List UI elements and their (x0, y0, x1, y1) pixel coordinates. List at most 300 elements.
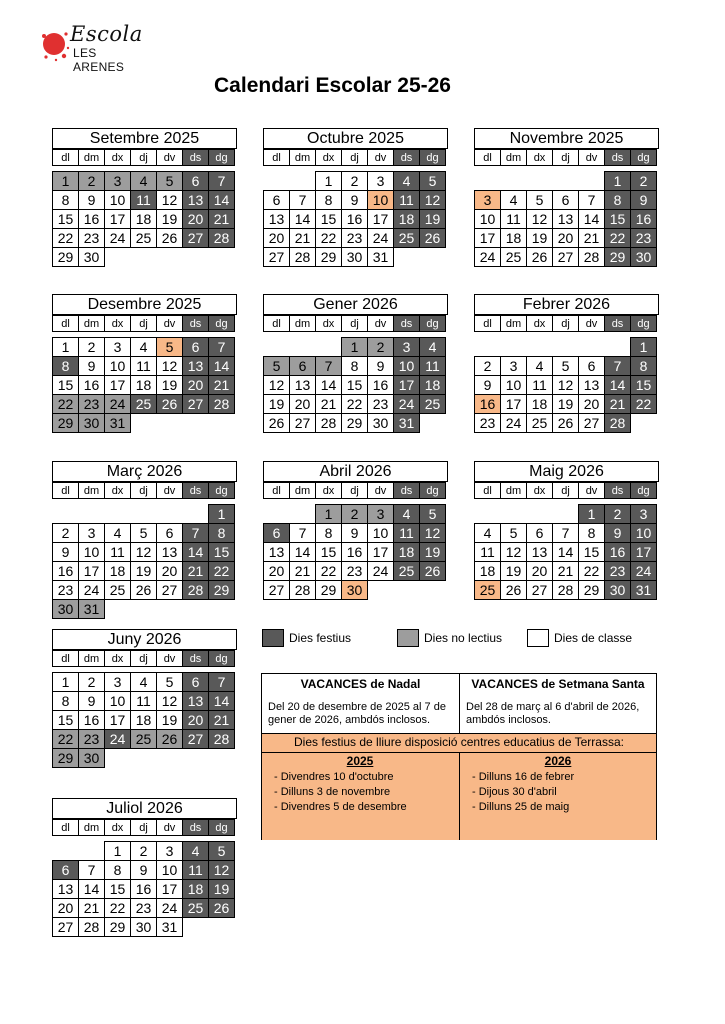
weekday-label: dl (474, 482, 501, 499)
weekday-label: dm (78, 819, 105, 836)
month-title: Juny 2026 (52, 629, 237, 650)
weekday-label: dj (130, 149, 157, 166)
weekday-label: dg (208, 482, 235, 499)
weekday-label: dl (52, 315, 79, 332)
day-cell: 17 (367, 542, 394, 562)
weekday-label: dl (263, 149, 290, 166)
empty-cell (156, 504, 183, 524)
day-cell: 17 (156, 879, 183, 899)
month-title: Setembre 2025 (52, 128, 237, 149)
weekday-label: dv (367, 482, 394, 499)
day-cell: 28 (208, 394, 235, 414)
day-cell: 23 (474, 413, 501, 433)
day-cell: 4 (130, 171, 157, 191)
day-cell: 25 (500, 247, 527, 267)
list-item: - Dilluns 16 de febrer (472, 771, 575, 783)
weekday-label: dv (578, 315, 605, 332)
day-cell: 9 (341, 190, 368, 210)
day-cell: 2 (367, 337, 394, 357)
legend-classe-label: Dies de classe (554, 631, 633, 645)
day-cell: 13 (263, 542, 290, 562)
day-cell: 15 (52, 209, 79, 229)
day-cell: 21 (208, 710, 235, 730)
day-cell: 4 (104, 523, 131, 543)
day-cell: 4 (393, 171, 420, 191)
day-cell: 26 (156, 394, 183, 414)
day-cell: 13 (182, 190, 209, 210)
day-cell: 28 (289, 247, 316, 267)
weekday-label: dm (78, 315, 105, 332)
day-cell: 15 (341, 375, 368, 395)
day-cell: 22 (604, 228, 631, 248)
day-cell: 1 (208, 504, 235, 524)
day-cell: 29 (341, 413, 368, 433)
day-cell: 20 (289, 394, 316, 414)
day-cell: 17 (500, 394, 527, 414)
day-cell: 2 (78, 337, 105, 357)
day-grid (52, 672, 237, 767)
day-cell: 26 (130, 580, 157, 600)
day-cell: 8 (52, 691, 79, 711)
day-cell: 20 (263, 561, 290, 581)
day-cell: 1 (604, 171, 631, 191)
weekday-label: dv (578, 482, 605, 499)
day-grid (52, 841, 237, 936)
list-item: - Dijous 30 d'abril (472, 786, 557, 798)
lliure-disposicio-title: Dies festius de lliure disposició centres educatius de Terrassa: (262, 734, 656, 753)
day-cell: 23 (630, 228, 657, 248)
day-cell: 25 (130, 729, 157, 749)
day-cell: 24 (156, 898, 183, 918)
day-cell: 16 (78, 375, 105, 395)
weekday-header (474, 482, 659, 498)
day-cell: 16 (78, 710, 105, 730)
day-cell: 30 (78, 413, 105, 433)
day-cell: 12 (500, 542, 527, 562)
day-cell: 1 (52, 672, 79, 692)
weekday-label: ds (182, 482, 209, 499)
day-cell: 12 (419, 523, 446, 543)
day-cell: 29 (315, 580, 342, 600)
day-cell: 2 (341, 504, 368, 524)
day-cell: 1 (315, 171, 342, 191)
day-cell: 1 (341, 337, 368, 357)
day-cell: 11 (419, 356, 446, 376)
day-cell: 27 (182, 228, 209, 248)
day-cell: 2 (341, 171, 368, 191)
day-cell: 28 (208, 729, 235, 749)
day-cell: 10 (367, 190, 394, 210)
day-cell: 4 (393, 504, 420, 524)
empty-cell (52, 841, 79, 861)
weekday-label: dj (341, 482, 368, 499)
day-cell: 7 (182, 523, 209, 543)
day-cell: 26 (552, 413, 579, 433)
day-cell: 4 (130, 672, 157, 692)
day-cell: 29 (315, 247, 342, 267)
day-cell: 11 (474, 542, 501, 562)
day-cell: 23 (52, 580, 79, 600)
weekday-label: dm (289, 315, 316, 332)
day-cell: 11 (393, 190, 420, 210)
day-cell: 6 (182, 672, 209, 692)
day-cell: 25 (104, 580, 131, 600)
day-cell: 14 (315, 375, 342, 395)
day-cell: 8 (104, 860, 131, 880)
legend-festius (262, 629, 351, 647)
day-cell: 23 (78, 394, 105, 414)
day-cell: 3 (630, 504, 657, 524)
weekday-label: dm (289, 149, 316, 166)
day-cell: 18 (182, 879, 209, 899)
day-cell: 2 (52, 523, 79, 543)
day-cell: 17 (474, 228, 501, 248)
day-cell: 25 (130, 228, 157, 248)
day-cell: 20 (552, 228, 579, 248)
day-cell: 7 (78, 860, 105, 880)
day-cell: 7 (289, 190, 316, 210)
day-cell: 4 (182, 841, 209, 861)
weekday-header (52, 149, 237, 165)
weekday-label: dm (78, 149, 105, 166)
day-cell: 20 (52, 898, 79, 918)
day-cell: 7 (208, 672, 235, 692)
day-cell: 31 (393, 413, 420, 433)
day-cell: 18 (474, 561, 501, 581)
day-cell: 6 (182, 337, 209, 357)
day-cell: 1 (315, 504, 342, 524)
day-cell: 5 (156, 672, 183, 692)
day-cell: 29 (578, 580, 605, 600)
weekday-label: dm (500, 149, 527, 166)
empty-cell (315, 337, 342, 357)
weekday-label: dm (500, 315, 527, 332)
weekday-label: dm (500, 482, 527, 499)
empty-cell (500, 171, 527, 191)
day-cell: 14 (182, 542, 209, 562)
day-cell: 7 (552, 523, 579, 543)
day-cell: 23 (341, 228, 368, 248)
weekday-label: dj (341, 149, 368, 166)
day-cell: 5 (552, 356, 579, 376)
weekday-label: dx (526, 149, 553, 166)
day-cell: 25 (474, 580, 501, 600)
weekday-label: dv (367, 315, 394, 332)
list-item: - Divendres 10 d'octubre (274, 771, 394, 783)
day-cell: 22 (208, 561, 235, 581)
day-cell: 13 (552, 209, 579, 229)
day-cell: 26 (526, 247, 553, 267)
lliure-2026-year: 2026 (544, 754, 572, 768)
day-cell: 12 (156, 190, 183, 210)
day-cell: 9 (78, 356, 105, 376)
weekday-label: ds (182, 650, 209, 667)
month-10 (52, 629, 237, 767)
day-cell: 22 (52, 729, 79, 749)
day-cell: 3 (367, 171, 394, 191)
day-cell: 24 (393, 394, 420, 414)
day-cell: 8 (578, 523, 605, 543)
setmana-santa-section (460, 674, 656, 733)
day-cell: 12 (208, 860, 235, 880)
day-cell: 26 (500, 580, 527, 600)
day-cell: 1 (104, 841, 131, 861)
empty-cell (500, 337, 527, 357)
day-cell: 23 (78, 729, 105, 749)
weekday-label: dl (52, 650, 79, 667)
day-cell: 12 (156, 691, 183, 711)
month-8 (263, 461, 448, 599)
empty-cell (474, 337, 501, 357)
day-cell: 9 (630, 190, 657, 210)
day-cell: 5 (526, 190, 553, 210)
month-title: Novembre 2025 (474, 128, 659, 149)
day-cell: 2 (604, 504, 631, 524)
day-cell: 21 (315, 394, 342, 414)
day-cell: 22 (315, 228, 342, 248)
month-title: Març 2026 (52, 461, 237, 482)
empty-cell (526, 504, 553, 524)
day-cell: 30 (630, 247, 657, 267)
weekday-label: ds (182, 819, 209, 836)
day-cell: 28 (289, 580, 316, 600)
day-cell: 10 (500, 375, 527, 395)
day-cell: 24 (474, 247, 501, 267)
weekday-label: dx (315, 315, 342, 332)
day-cell: 30 (78, 748, 105, 768)
day-cell: 11 (130, 691, 157, 711)
day-cell: 13 (263, 209, 290, 229)
weekday-label: ds (182, 149, 209, 166)
weekday-label: dv (156, 482, 183, 499)
day-cell: 22 (104, 898, 131, 918)
list-item: - Divendres 5 de desembre (274, 801, 407, 813)
day-cell: 14 (552, 542, 579, 562)
day-cell: 15 (52, 710, 79, 730)
day-cell: 3 (156, 841, 183, 861)
day-cell: 19 (156, 209, 183, 229)
weekday-label: dl (263, 315, 290, 332)
day-cell: 13 (182, 356, 209, 376)
day-cell: 31 (630, 580, 657, 600)
day-cell: 29 (52, 748, 79, 768)
empty-cell (182, 504, 209, 524)
day-cell: 10 (367, 523, 394, 543)
day-grid (474, 337, 659, 432)
legend-nolectius-label: Dies no lectius (424, 631, 503, 645)
day-cell: 13 (52, 879, 79, 899)
day-cell: 20 (182, 710, 209, 730)
lliure-2025-list (262, 770, 458, 815)
day-cell: 16 (78, 209, 105, 229)
day-cell: 4 (130, 337, 157, 357)
day-cell: 15 (604, 209, 631, 229)
day-cell: 21 (208, 209, 235, 229)
day-cell: 24 (500, 413, 527, 433)
weekday-header (52, 482, 237, 498)
day-cell: 22 (578, 561, 605, 581)
weekday-label: dl (52, 482, 79, 499)
day-cell: 22 (630, 394, 657, 414)
day-cell: 29 (52, 247, 79, 267)
day-cell: 14 (578, 209, 605, 229)
day-cell: 17 (104, 209, 131, 229)
setmana-santa-title: VACANCES de Setmana Santa (471, 677, 645, 691)
page-title: Calendari Escolar 25-26 (214, 74, 451, 97)
month-1 (52, 128, 237, 266)
day-cell: 27 (182, 394, 209, 414)
day-cell: 27 (156, 580, 183, 600)
empty-cell (578, 337, 605, 357)
day-cell: 14 (289, 209, 316, 229)
day-cell: 7 (208, 337, 235, 357)
day-cell: 6 (182, 171, 209, 191)
day-cell: 20 (182, 375, 209, 395)
day-cell: 19 (156, 375, 183, 395)
weekday-label: dj (552, 315, 579, 332)
day-cell: 25 (182, 898, 209, 918)
empty-cell (130, 504, 157, 524)
month-title: Abril 2026 (263, 461, 448, 482)
legend (262, 629, 662, 651)
day-cell: 27 (263, 247, 290, 267)
day-cell: 29 (52, 413, 79, 433)
day-cell: 31 (156, 917, 183, 937)
day-cell: 27 (52, 917, 79, 937)
empty-cell (500, 504, 527, 524)
day-cell: 18 (419, 375, 446, 395)
day-cell: 9 (341, 523, 368, 543)
month-title: Octubre 2025 (263, 128, 448, 149)
day-cell: 30 (367, 413, 394, 433)
legend-classe (527, 629, 632, 647)
weekday-label: dl (474, 149, 501, 166)
day-cell: 26 (419, 228, 446, 248)
day-cell: 13 (578, 375, 605, 395)
month-3 (474, 128, 659, 266)
day-cell: 8 (341, 356, 368, 376)
day-cell: 8 (52, 356, 79, 376)
day-cell: 17 (104, 710, 131, 730)
day-cell: 8 (52, 190, 79, 210)
day-cell: 2 (474, 356, 501, 376)
day-cell: 31 (78, 599, 105, 619)
day-cell: 6 (552, 190, 579, 210)
weekday-label: dl (52, 819, 79, 836)
day-cell: 3 (367, 504, 394, 524)
day-cell: 23 (78, 228, 105, 248)
empty-cell (78, 841, 105, 861)
day-cell: 19 (130, 561, 157, 581)
day-cell: 18 (393, 542, 420, 562)
day-cell: 24 (367, 561, 394, 581)
day-cell: 4 (526, 356, 553, 376)
day-cell: 31 (367, 247, 394, 267)
day-cell: 12 (263, 375, 290, 395)
day-cell: 28 (315, 413, 342, 433)
day-cell: 7 (289, 523, 316, 543)
day-cell: 19 (500, 561, 527, 581)
day-cell: 3 (78, 523, 105, 543)
day-cell: 30 (604, 580, 631, 600)
day-cell: 16 (341, 209, 368, 229)
day-cell: 25 (130, 394, 157, 414)
day-cell: 20 (526, 561, 553, 581)
day-cell: 23 (341, 561, 368, 581)
day-grid (263, 337, 448, 432)
day-cell: 22 (341, 394, 368, 414)
day-grid (263, 171, 448, 266)
day-cell: 11 (182, 860, 209, 880)
day-cell: 17 (104, 375, 131, 395)
empty-cell (552, 171, 579, 191)
day-cell: 13 (182, 691, 209, 711)
day-cell: 10 (104, 356, 131, 376)
day-cell: 10 (474, 209, 501, 229)
day-cell: 1 (52, 171, 79, 191)
weekday-label: dv (156, 149, 183, 166)
day-cell: 26 (263, 413, 290, 433)
day-cell: 3 (104, 337, 131, 357)
day-cell: 12 (552, 375, 579, 395)
day-cell: 7 (604, 356, 631, 376)
day-cell: 26 (208, 898, 235, 918)
day-grid (52, 171, 237, 266)
weekday-header (474, 149, 659, 165)
day-cell: 21 (182, 561, 209, 581)
day-cell: 30 (52, 599, 79, 619)
day-cell: 21 (552, 561, 579, 581)
month-11 (52, 798, 237, 936)
day-cell: 14 (208, 190, 235, 210)
day-cell: 24 (630, 561, 657, 581)
weekday-label: dg (419, 149, 446, 166)
legend-festius-swatch (262, 629, 284, 647)
day-cell: 13 (289, 375, 316, 395)
weekday-label: dm (78, 482, 105, 499)
weekday-label: dl (52, 149, 79, 166)
empty-cell (526, 337, 553, 357)
weekday-header (52, 650, 237, 666)
weekday-label: dl (263, 482, 290, 499)
weekday-label: dm (289, 482, 316, 499)
day-cell: 13 (526, 542, 553, 562)
day-cell: 28 (182, 580, 209, 600)
nadal-text: Del 20 de desembre de 2025 al 7 de gener de 2026, ambdós inclosos. (268, 701, 446, 726)
logo-text-les-arenes: LES ARENES (73, 46, 125, 74)
month-2 (263, 128, 448, 266)
weekday-label: dg (208, 149, 235, 166)
weekday-label: dx (315, 482, 342, 499)
weekday-header (263, 149, 448, 165)
weekday-label: dm (78, 650, 105, 667)
day-grid (52, 337, 237, 432)
day-cell: 22 (315, 561, 342, 581)
weekday-label: dv (156, 650, 183, 667)
day-cell: 7 (208, 171, 235, 191)
weekday-label: dx (315, 149, 342, 166)
day-cell: 22 (52, 394, 79, 414)
empty-cell (289, 337, 316, 357)
day-cell: 5 (156, 171, 183, 191)
empty-cell (474, 504, 501, 524)
day-cell: 16 (341, 542, 368, 562)
day-cell: 9 (130, 860, 157, 880)
day-cell: 23 (367, 394, 394, 414)
day-cell: 15 (104, 879, 131, 899)
day-cell: 15 (208, 542, 235, 562)
empty-cell (78, 504, 105, 524)
